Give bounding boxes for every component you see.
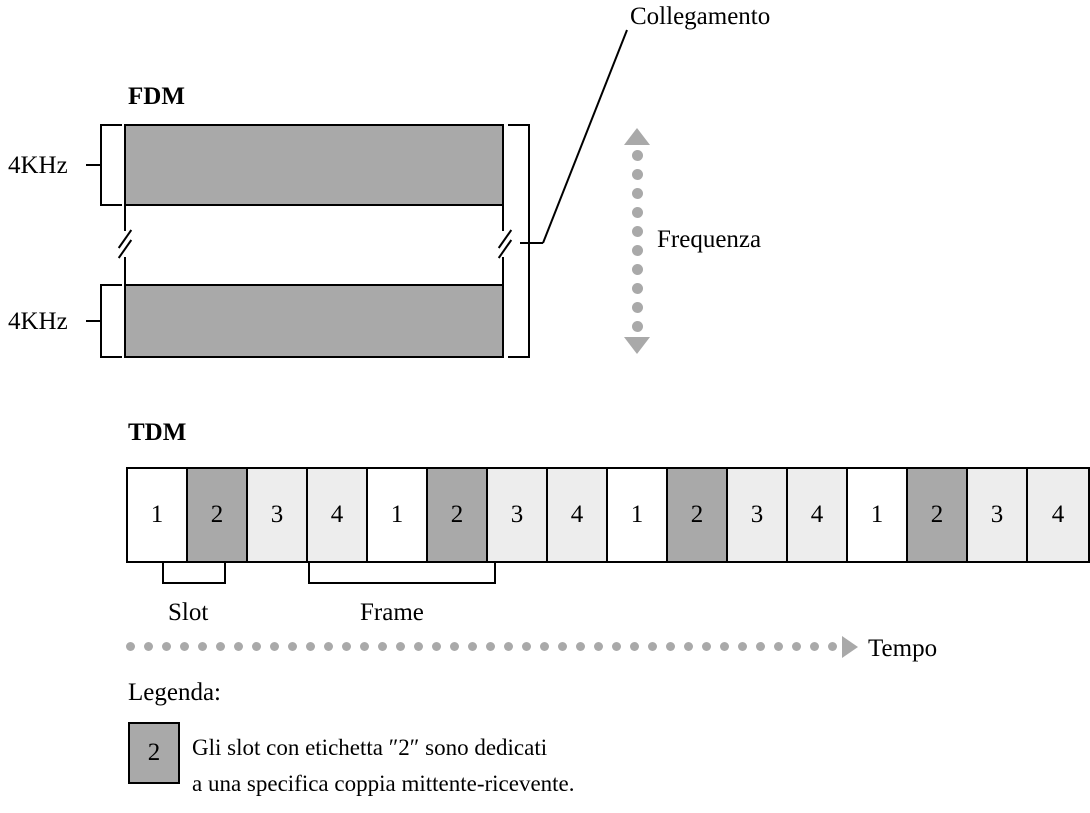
fdm-band-gap [124,206,504,284]
time-axis-dots [126,642,838,651]
tdm-slot: 2 [188,469,248,561]
tdm-slot: 4 [548,469,608,561]
legend-text-line2: a una specifica coppia mittente-ricevente. [192,771,575,796]
tdm-title: TDM [128,419,187,446]
time-arrow-right-icon [842,636,858,658]
fdm-channel-band-top [124,124,504,206]
tdm-slot: 3 [968,469,1028,561]
frame-brace [308,562,496,584]
tdm-slot: 4 [1028,469,1088,561]
tdm-slot: 1 [608,469,668,561]
time-label: Tempo [868,635,938,662]
tdm-slot-strip [126,467,1090,563]
legend-swatch [128,722,180,784]
tdm-slot: 2 [668,469,728,561]
frequency-arrow-up-icon [624,128,650,145]
legend-text-line1: Gli slot con etichetta ″2″ sono dedicati [192,735,548,760]
fdm-channel-band-bottom [124,284,504,358]
tdm-slot: 1 [128,469,188,561]
fdm-link-bracket [508,124,530,358]
tdm-slot: 1 [848,469,908,561]
frame-label: Frame [360,599,424,626]
legend-swatch-label: 2 [147,739,161,766]
frequency-arrow-down-icon [624,337,650,354]
tdm-slot: 4 [788,469,848,561]
slot-brace [162,562,226,584]
fdm-bandwidth-label-bottom: 4KHz [8,308,68,335]
frequency-label: Frequenza [657,226,762,253]
tdm-slot: 2 [908,469,968,561]
frequency-axis-dots [632,150,643,332]
fdm-bandwidth-bracket-bottom [100,284,122,358]
tdm-slot: 2 [428,469,488,561]
tdm-slot: 3 [728,469,788,561]
tdm-slot: 4 [308,469,368,561]
break-mark-left-icon [112,231,138,257]
legend-title: Legenda: [128,679,222,706]
fdm-bandwidth-tick-bottom [86,320,102,322]
fdm-bandwidth-label-top: 4KHz [8,152,68,179]
tdm-slot: 3 [248,469,308,561]
tdm-slot: 3 [488,469,548,561]
link-label: Collegamento [630,3,771,30]
fdm-title: FDM [128,83,185,110]
fdm-bandwidth-bracket-top [100,124,122,206]
tdm-slot: 1 [368,469,428,561]
slot-label: Slot [168,599,209,626]
fdm-bandwidth-tick-top [86,164,102,166]
